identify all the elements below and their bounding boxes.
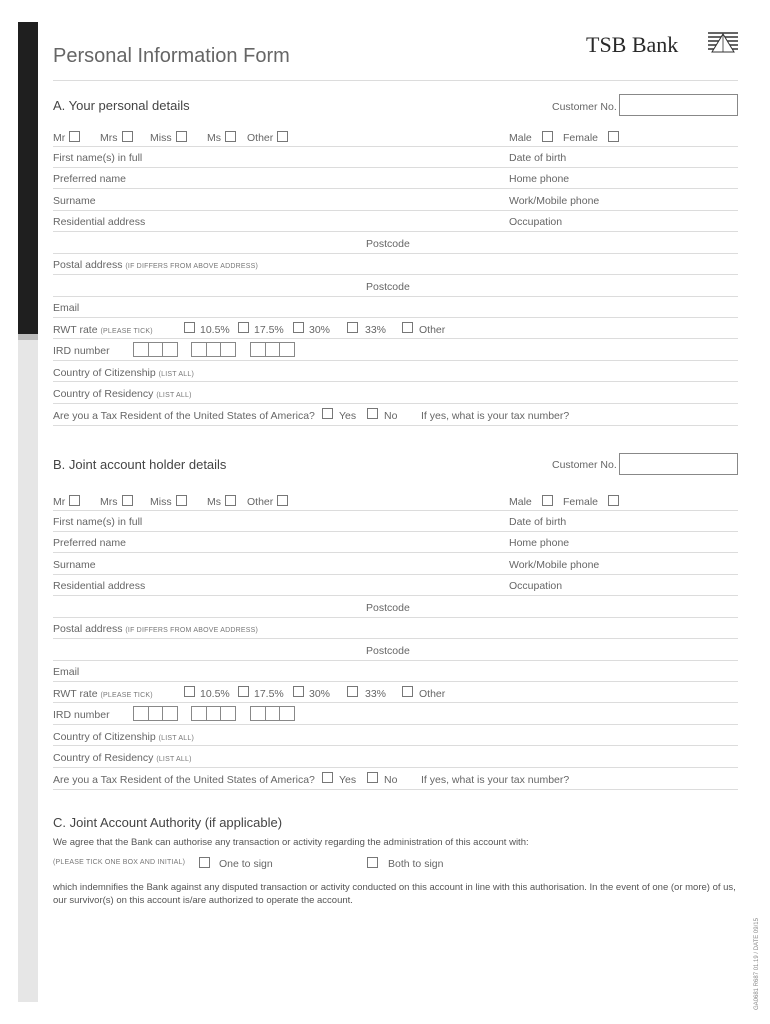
work-phone-label-b: Work/Mobile phone <box>509 559 600 571</box>
rwt-17-checkbox-a[interactable] <box>238 322 249 333</box>
home-phone-label-b: Home phone <box>509 537 570 549</box>
title-mrs-b[interactable]: Mrs <box>100 495 133 508</box>
section-c-heading: C. Joint Account Authority (if applicable) <box>53 815 283 830</box>
gender-female-a[interactable]: Female <box>563 131 619 144</box>
ird-input-group-3-a[interactable] <box>250 342 295 357</box>
one-to-sign-checkbox[interactable] <box>199 857 210 868</box>
rwt-other-label-b: Other <box>419 688 446 700</box>
customer-no-input-a[interactable] <box>619 94 738 116</box>
rwt-10-checkbox-a[interactable] <box>184 322 195 333</box>
email-label-b: Email <box>53 666 80 678</box>
postcode-label-b: Postcode <box>366 602 410 614</box>
tsb-logo-icon <box>708 31 738 53</box>
residency-label-b: Country of Residency (LIST ALL) <box>53 752 192 764</box>
title-ms-checkbox[interactable] <box>225 495 236 506</box>
row-rule <box>53 210 738 211</box>
form-code: GA0681 R687 01.19 / DATE 09/15 <box>754 918 760 1010</box>
rwt-30-label-b: 30% <box>309 688 331 700</box>
title-other-checkbox[interactable] <box>277 131 288 142</box>
preferred-name-label-b: Preferred name <box>53 537 126 549</box>
indemnity-paragraph: which indemnifies the Bank against any disputed transaction or activity conducted on this account in line with this authorisation. In the event of one (or more) of us, our survivor(s) on this account is/are authorized to operate the account. <box>53 882 736 906</box>
citizenship-label-b: Country of Citizenship (LIST ALL) <box>53 731 194 743</box>
row-rule <box>53 231 738 232</box>
rwt-other-checkbox-a[interactable] <box>402 322 413 333</box>
postal-address-label-a: Postal address (IF DIFFERS FROM ABOVE ADDRESS) <box>53 259 258 271</box>
title-other-a[interactable]: Other <box>247 131 288 144</box>
gender-male-b[interactable]: Male <box>509 495 553 508</box>
female-checkbox[interactable] <box>608 131 619 142</box>
us-tax-yes-label-a: Yes <box>339 410 357 422</box>
row-rule <box>53 552 738 553</box>
us-tax-no-checkbox-a[interactable] <box>367 408 378 419</box>
row-rule <box>53 638 738 639</box>
title-mrs-checkbox[interactable] <box>122 495 133 506</box>
postal-address-label-b: Postal address (IF DIFFERS FROM ABOVE ADDRESS) <box>53 623 258 635</box>
row-rule <box>53 531 738 532</box>
row-rule <box>53 595 738 596</box>
occupation-label-a: Occupation <box>509 216 563 228</box>
title-miss-b[interactable]: Miss <box>150 495 187 508</box>
us-tax-yes-label-b: Yes <box>339 774 357 786</box>
rwt-other-label-a: Other <box>419 324 446 336</box>
header-rule <box>53 80 738 81</box>
row-rule <box>53 381 738 382</box>
residency-label-a: Country of Residency (LIST ALL) <box>53 388 192 400</box>
rwt-17-checkbox-b[interactable] <box>238 686 249 697</box>
rwt-10-label-a: 10.5% <box>200 324 230 336</box>
title-miss-checkbox[interactable] <box>176 131 187 142</box>
both-to-sign-label: Both to sign <box>388 858 444 870</box>
row-rule <box>53 296 738 297</box>
ird-label-b: IRD number <box>53 709 110 721</box>
one-to-sign-label: One to sign <box>219 858 273 870</box>
title-mr-checkbox[interactable] <box>69 131 80 142</box>
ird-label-a: IRD number <box>53 345 110 357</box>
row-rule <box>53 274 738 275</box>
dob-label-b: Date of birth <box>509 516 567 528</box>
postcode2-label-b: Postcode <box>366 645 410 657</box>
rwt-30-checkbox-b[interactable] <box>293 686 304 697</box>
row-rule <box>53 403 738 404</box>
row-rule <box>53 681 738 682</box>
both-to-sign-checkbox[interactable] <box>367 857 378 868</box>
title-miss-checkbox[interactable] <box>176 495 187 506</box>
postcode-label-a: Postcode <box>366 238 410 250</box>
us-tax-no-label-b: No <box>384 774 398 786</box>
row-rule <box>53 789 738 790</box>
title-ms-b[interactable]: Ms <box>207 495 236 508</box>
tax-number-question-b: If yes, what is your tax number? <box>421 774 570 786</box>
first-name-label-a: First name(s) in full <box>53 152 143 164</box>
rwt-33-label-a: 33% <box>365 324 387 336</box>
row-rule <box>53 702 738 703</box>
male-checkbox[interactable] <box>542 495 553 506</box>
title-mr-checkbox[interactable] <box>69 495 80 506</box>
ird-input-group-1-a[interactable] <box>133 342 178 357</box>
dob-label-a: Date of birth <box>509 152 567 164</box>
work-phone-label-a: Work/Mobile phone <box>509 195 600 207</box>
customer-no-label-b: Customer No. <box>552 459 617 471</box>
surname-label-b: Surname <box>53 559 96 571</box>
first-name-label-b: First name(s) in full <box>53 516 143 528</box>
us-tax-question-b: Are you a Tax Resident of the United States of America? <box>53 774 315 786</box>
title-ms-checkbox[interactable] <box>225 131 236 142</box>
title-mrs-a[interactable]: Mrs <box>100 131 133 144</box>
rwt-other-checkbox-b[interactable] <box>402 686 413 697</box>
surname-label-a: Surname <box>53 195 96 207</box>
customer-no-label-a: Customer No. <box>552 101 617 113</box>
rwt-33-checkbox-b[interactable] <box>347 686 358 697</box>
title-ms-a[interactable]: Ms <box>207 131 236 144</box>
male-checkbox[interactable] <box>542 131 553 142</box>
rwt-17-label-a: 17.5% <box>254 324 284 336</box>
row-rule <box>53 360 738 361</box>
rwt-30-label-a: 30% <box>309 324 331 336</box>
title-miss-a[interactable]: Miss <box>150 131 187 144</box>
gender-male-a[interactable]: Male <box>509 131 553 144</box>
email-label-a: Email <box>53 302 80 314</box>
row-rule <box>53 510 738 511</box>
ird-input-group-1-b[interactable] <box>133 706 178 721</box>
us-tax-yes-checkbox-a[interactable] <box>322 408 333 419</box>
title-other-checkbox[interactable] <box>277 495 288 506</box>
brand-name: TSB Bank <box>586 32 679 57</box>
tick-note: (PLEASE TICK ONE BOX AND INITIAL) <box>53 859 186 866</box>
rwt-10-checkbox-b[interactable] <box>184 686 195 697</box>
row-rule <box>53 317 738 318</box>
title-other-b[interactable]: Other <box>247 495 288 508</box>
authority-intro: We agree that the Bank can authorise any transaction or activity regarding the administration of this account with: <box>53 837 529 848</box>
row-rule <box>53 146 738 147</box>
row-rule <box>53 617 738 618</box>
gender-female-b[interactable]: Female <box>563 495 619 508</box>
side-band-light <box>18 334 38 1002</box>
row-rule <box>53 745 738 746</box>
rwt-30-checkbox-a[interactable] <box>293 322 304 333</box>
postcode2-label-a: Postcode <box>366 281 410 293</box>
ird-input-group-3-b[interactable] <box>250 706 295 721</box>
rwt-label-b: RWT rate (PLEASE TICK) <box>53 688 153 700</box>
us-tax-no-label-a: No <box>384 410 398 422</box>
home-phone-label-a: Home phone <box>509 173 570 185</box>
row-rule <box>53 167 738 168</box>
row-rule <box>53 338 738 339</box>
customer-no-input-b[interactable] <box>619 453 738 475</box>
title-mrs-checkbox[interactable] <box>122 131 133 142</box>
side-band-dark <box>18 22 38 334</box>
row-rule <box>53 660 738 661</box>
row-rule <box>53 188 738 189</box>
occupation-label-b: Occupation <box>509 580 563 592</box>
rwt-33-checkbox-a[interactable] <box>347 322 358 333</box>
ird-input-group-2-b[interactable] <box>191 706 236 721</box>
us-tax-yes-checkbox-b[interactable] <box>322 772 333 783</box>
row-rule <box>53 253 738 254</box>
page-title: Personal Information Form <box>53 45 290 67</box>
us-tax-no-checkbox-b[interactable] <box>367 772 378 783</box>
section-a-heading: A. Your personal details <box>53 98 190 113</box>
rwt-17-label-b: 17.5% <box>254 688 284 700</box>
female-checkbox[interactable] <box>608 495 619 506</box>
preferred-name-label-a: Preferred name <box>53 173 126 185</box>
row-rule <box>53 425 738 426</box>
tax-number-question-a: If yes, what is your tax number? <box>421 410 570 422</box>
rwt-33-label-b: 33% <box>365 688 387 700</box>
residential-address-label-b: Residential address <box>53 580 146 592</box>
section-b-heading: B. Joint account holder details <box>53 457 227 472</box>
residential-address-label-a: Residential address <box>53 216 146 228</box>
title-mr-b[interactable]: Mr <box>53 495 80 508</box>
title-mr-a[interactable]: Mr <box>53 131 80 144</box>
ird-input-group-2-a[interactable] <box>191 342 236 357</box>
rwt-label-a: RWT rate (PLEASE TICK) <box>53 324 153 336</box>
row-rule <box>53 724 738 725</box>
row-rule <box>53 767 738 768</box>
row-rule <box>53 574 738 575</box>
citizenship-label-a: Country of Citizenship (LIST ALL) <box>53 367 194 379</box>
us-tax-question-a: Are you a Tax Resident of the United States of America? <box>53 410 315 422</box>
rwt-10-label-b: 10.5% <box>200 688 230 700</box>
